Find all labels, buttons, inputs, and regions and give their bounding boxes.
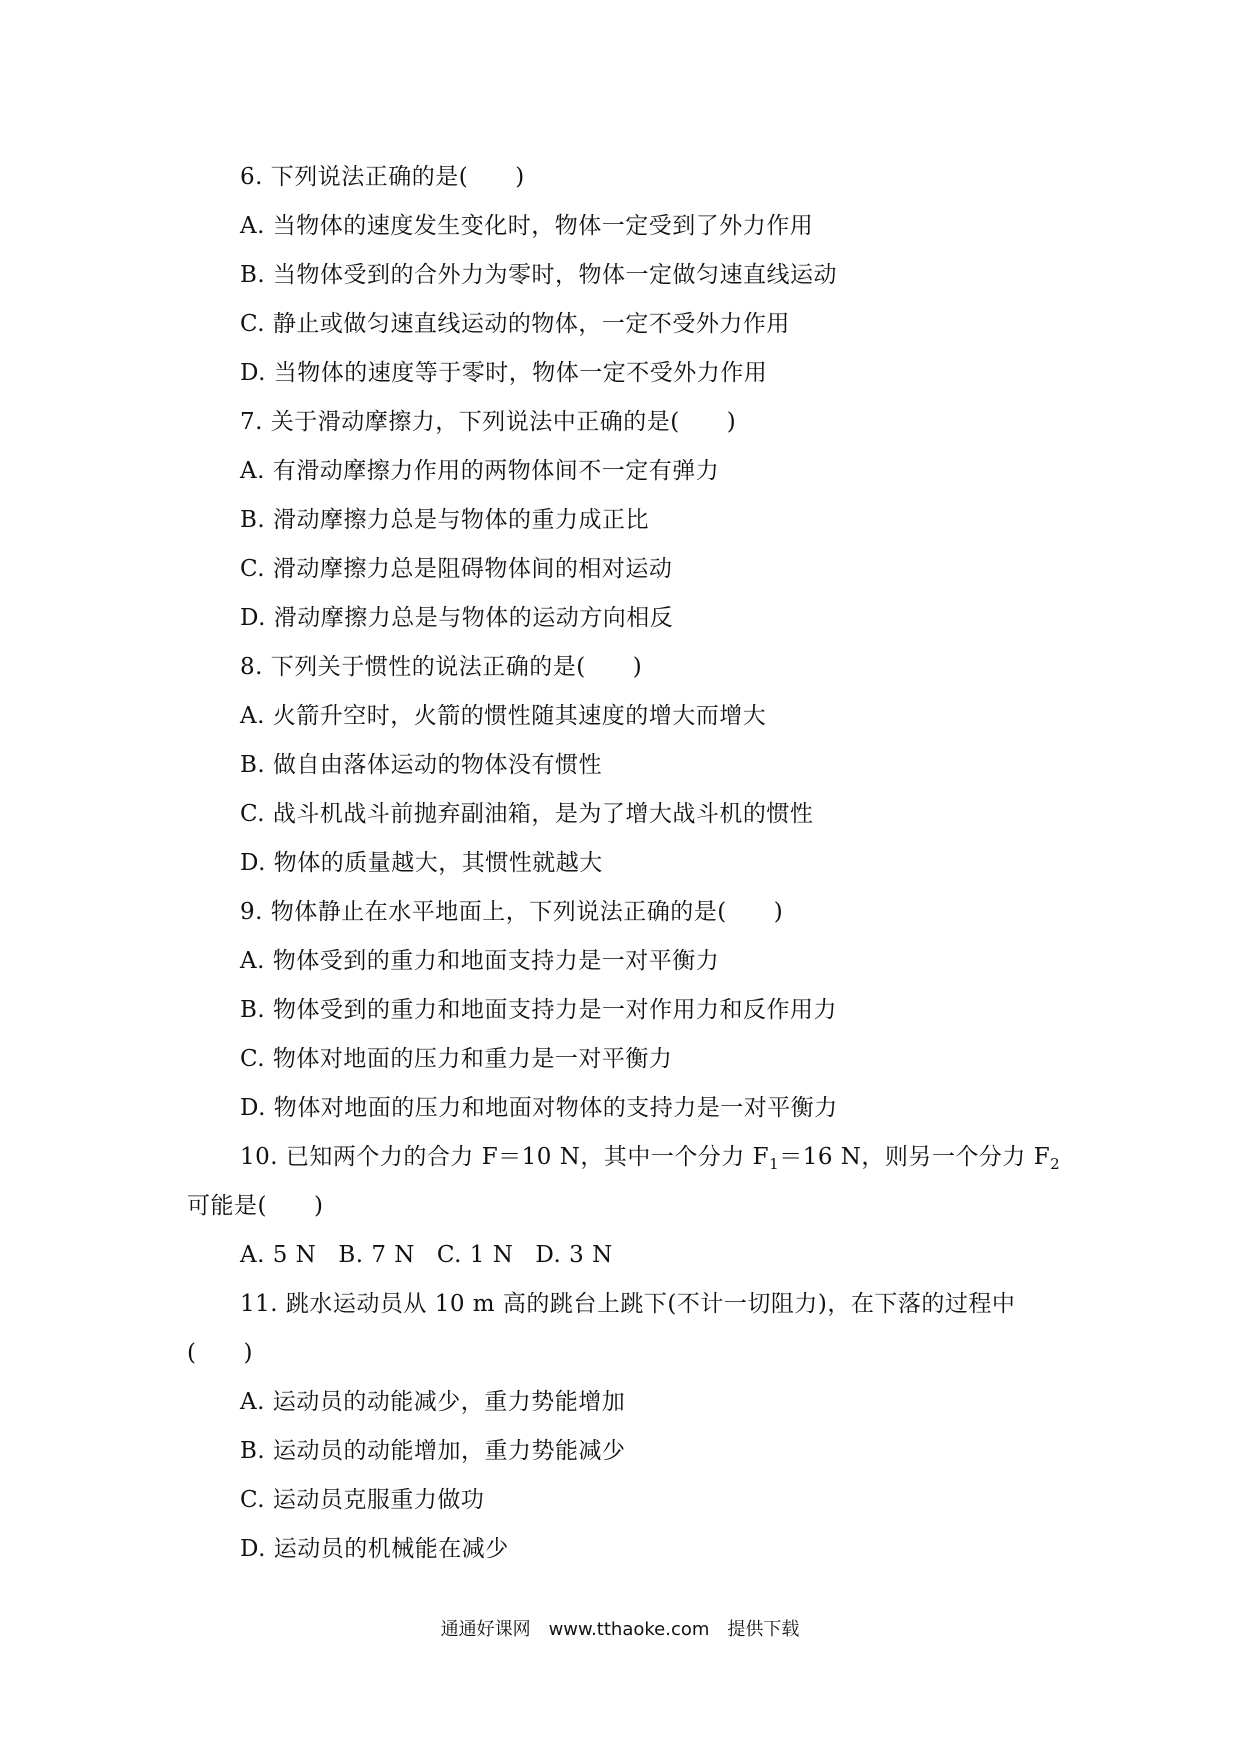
question-10-stem	[240, 1141, 1060, 1173]
question-9-option-a: A. 物体受到的重力和地面支持力是一对平衡力	[240, 948, 720, 974]
subscript-2: 2	[1050, 1155, 1061, 1173]
question-11-stem: 11. 跳水运动员从 10 m 高的跳台上跳下(不计一切阻力)，在下落的过程中	[240, 1291, 1016, 1317]
question-8-option-c: C. 战斗机战斗前抛弃副油箱，是为了增大战斗机的惯性	[240, 801, 814, 827]
question-10-option-c: C. 1 N	[436, 1242, 514, 1268]
question-7-option-a: A. 有滑动摩擦力作用的两物体间不一定有弹力	[240, 458, 720, 484]
question-6-option-a: A. 当物体的速度发生变化时，物体一定受到了外力作用	[240, 213, 814, 239]
question-10-stem-continued: 可能是( )	[187, 1193, 324, 1219]
question-9-option-c: C. 物体对地面的压力和重力是一对平衡力	[240, 1046, 673, 1072]
question-8-stem: 8. 下列关于惯性的说法正确的是( )	[240, 654, 643, 680]
question-11-option-b: B. 运动员的动能增加，重力势能减少	[240, 1438, 626, 1464]
question-7-option-b: B. 滑动摩擦力总是与物体的重力成正比	[240, 507, 650, 533]
question-9-option-b: B. 物体受到的重力和地面支持力是一对作用力和反作用力	[240, 997, 838, 1023]
question-10-options	[240, 1239, 635, 1271]
question-10-stem-part: 10. 已知两个力的合力 F＝10 N，其中一个分力 F	[240, 1144, 770, 1170]
question-11-option-a: A. 运动员的动能减少，重力势能增加	[240, 1389, 626, 1415]
question-6-option-c: C. 静止或做匀速直线运动的物体，一定不受外力作用	[240, 311, 790, 337]
question-6-option-b: B. 当物体受到的合外力为零时，物体一定做匀速直线运动	[240, 262, 838, 288]
question-8-option-a: A. 火箭升空时，火箭的惯性随其速度的增大而增大	[240, 703, 767, 729]
question-6-stem: 6. 下列说法正确的是( )	[240, 164, 525, 190]
question-9-stem: 9. 物体静止在水平地面上，下列说法正确的是( )	[240, 899, 784, 925]
question-8-option-d: D. 物体的质量越大，其惯性就越大	[240, 850, 603, 876]
question-7-option-d: D. 滑动摩擦力总是与物体的运动方向相反	[240, 605, 674, 631]
question-7-option-c: C. 滑动摩擦力总是阻碍物体间的相对运动	[240, 556, 673, 582]
question-9-option-d: D. 物体对地面的压力和地面对物体的支持力是一对平衡力	[240, 1095, 838, 1121]
question-7-stem: 7. 关于滑动摩擦力，下列说法中正确的是( )	[240, 409, 737, 435]
question-10-stem-part: ＝16 N，则另一个分力 F	[779, 1144, 1051, 1170]
question-8-option-b: B. 做自由落体运动的物体没有惯性	[240, 752, 603, 778]
question-6-option-d: D. 当物体的速度等于零时，物体一定不受外力作用	[240, 360, 768, 386]
question-10-option-a: A. 5 N	[240, 1242, 317, 1268]
question-11-option-c: C. 运动员克服重力做功	[240, 1487, 485, 1513]
question-11-stem-continued: ( )	[187, 1340, 253, 1366]
page-footer: 通通好课网 www.tthaoke.com 提供下载	[440, 1619, 800, 1640]
question-11-option-d: D. 运动员的机械能在减少	[240, 1536, 509, 1562]
question-10-option-d: D. 3 N	[535, 1242, 613, 1268]
subscript-1: 1	[769, 1155, 780, 1173]
question-10-option-b: B. 7 N	[338, 1242, 415, 1268]
